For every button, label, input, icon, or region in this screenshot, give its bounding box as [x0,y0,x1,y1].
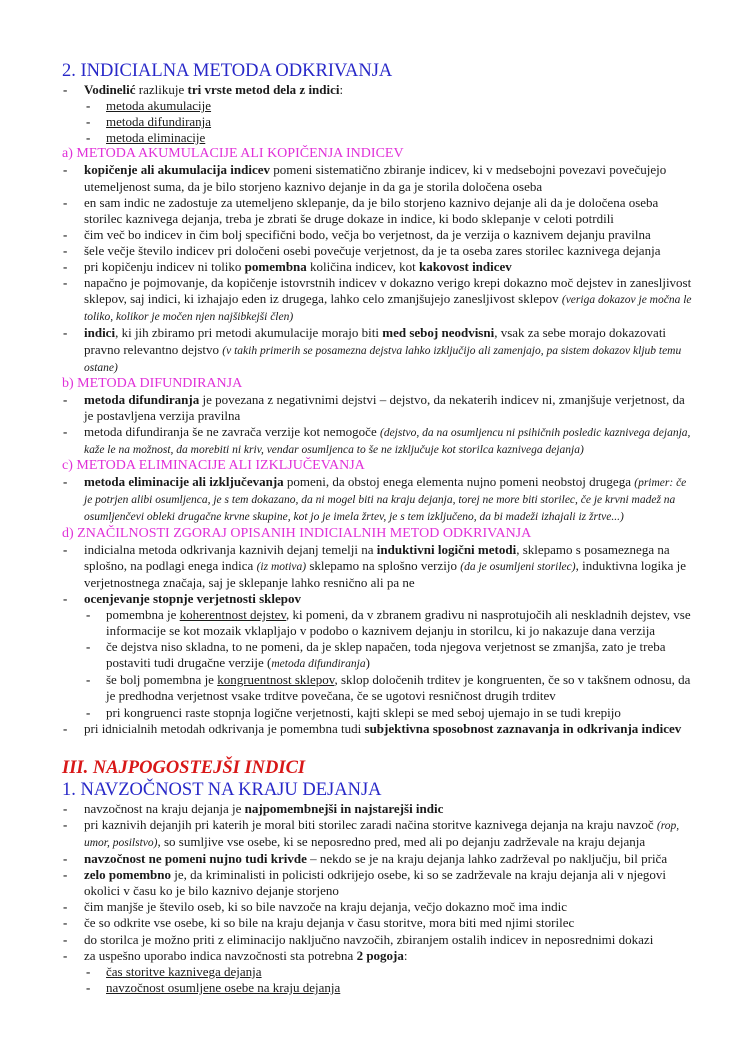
text: pri kongruenci raste stopnja logične verjetnosti, kajti sklepi se med seboj ujemajo in se tudi krepijo [106,704,621,720]
underlined-text: metoda difundiranja [106,114,212,130]
list-item [62,591,694,607]
text: pri kaznivih dejanjih pri katerih je moral biti storilec zaradi načina storitve kaznivega dejanja na kraju navzoč [84,816,657,832]
text: , sklop določenih trditev je kongruenten, če so v takšnem odnosu, da je predhodna verjetnost vsake trditve povečana, če se ugotovi resničnost drugih trditev [106,672,691,704]
italic-note: metoda difundiranja [271,658,366,671]
italic-note: (primer: če je potrjen alibi osumljenca, je s tem dokazano, da ni mogel biti na kraju dejanja, torej ne more biti storilec, če je krvni madež na osumljenčevi obleki drugačne krvne skupine, kot jo je imela žrtev, je s tem izključeno, da bi madeži izhajali iz žrtve...) [84,477,687,524]
bullet-dash: - [63,899,68,915]
text: šele večje število indicev pri določeni osebi povečuje verjetnost, da je ta oseba zares storilec kaznivega dejanja [84,242,661,258]
bullet-dash: - [63,275,68,291]
text: je povezana z negativnimi dejstvi – dejstvo, da nekaterih indicev ni, zmanjšuje verjetnost, da je postavljena verzija pravilna [84,391,685,423]
text: metoda difundiranja še ne zavrača verzije kot nemogoče [84,423,380,439]
bullet-dash: - [63,867,68,883]
sub-list-item [62,114,694,130]
text: če dejstva niso skladna, to ne pomeni, da je sklep napačen, toda njegova verjetnost se zmanjša, zato je treba postaviti tudi drugačne verzije ( [106,639,666,671]
bold-text: navzočnost ne pomeni nujno tudi krivde [84,851,307,867]
list-item [62,474,694,525]
text: : [403,947,408,963]
section-heading: 1. NAVZOČNOST NA KRAJU DEJANJA [62,779,382,800]
bullet-dash: - [63,474,68,490]
subsection-heading: a) METODA AKUMULACIJE ALI KOPIČENJA INDICEV [62,146,404,162]
italic-note: (da je osumljeni storilec) [460,560,576,573]
text: ) [365,655,370,671]
bullet-dash: - [63,851,68,867]
text: pri idnicialnih metodah odkrivanja je pomembna tudi [84,720,365,736]
text: , so sumljive vse osebe, ki se neposredno pred, med ali po dejanju zadrževale na kraju dejanja [157,833,646,849]
sub-list-item [62,130,694,146]
text: pomeni, da obstoj enega elementa nujno pomeni neobstoj drugega [283,474,635,490]
bold-text: najpomembnejši in najstarejši indic [244,800,444,816]
underlined-text: navzočnost osumljene osebe na kraju dejanja [106,979,341,995]
bullet-dash: - [63,800,68,816]
bullet-dash: - [86,979,91,995]
bullet-dash: - [86,114,91,130]
italic-note: (v takih primerih se posamezna dejstva lahko izključijo ali zamenjajo, pa sistem dokazov kljub temu ostane) [84,344,682,374]
bold-text: subjektivna sposobnost zaznavanja in odkrivanja indicev [364,720,682,736]
text: navzočnost na kraju dejanja je [84,800,245,816]
underlined-text: čas storitve kaznivega dejanja [106,963,262,979]
bullet-dash: - [86,963,91,979]
text: , induktivna logika je verjetnostnega značaja, saj je sklepanje lahko resnično ali pa ne [84,557,687,590]
text: , ki pomeni, da v zbranem gradivu ni nasprotujočih ali neskladnih dejstev, vse informacije se kot mozaik vklapljajo v podobo o kaznivem dejanju in storilcu, ki jo nakazuje dana verzija [106,607,691,639]
list-item [62,851,694,867]
text: do storilca je možno priti z eliminacijo naključno navzočih, zbiranjem ostalih indicev in neposrednimi dokazi [84,931,654,947]
list-item [62,948,694,964]
sub-list-item [62,639,694,672]
document-page [62,60,694,996]
bullet-dash: - [63,226,68,242]
bullet-dash: - [63,391,68,407]
bullet-dash: - [63,816,68,832]
bullet-dash: - [63,541,68,557]
underlined-text: koherentnost dejstev [179,607,287,622]
sub-list-item [62,705,694,721]
bold-text: tri vrste metod dela z indici [187,82,340,97]
bold-text: Vodinelić [84,82,136,97]
bullet-dash: - [63,259,68,275]
list-item [62,721,694,737]
text: čim več bo indicev in čim bolj specifični bodo, večja bo verjetnost, da je verzija o kaznivem dejanju pravilna [84,226,651,242]
bullet-dash: - [86,672,91,688]
text: indicialna metoda odkrivanja kaznivih dejanj temelji na [84,541,377,557]
bold-text: med seboj neodvisni [382,325,495,341]
text: , sklepamo s posameznega na splošno, na podlagi enega indica [84,541,670,573]
bullet-dash: - [63,162,68,178]
bullet-dash: - [86,98,91,114]
bullet-dash: - [86,704,91,720]
text: še bolj pomembna je [106,672,218,688]
text: pomembna je [106,607,180,622]
text: količina indicev, kot [306,259,419,275]
text: en sam indic ne zadostuje za utemeljeno sklepanje, da je bilo storjeno kaznivo dejanje ali da je določena oseba storilec kaznivega dejanja, treba je zbrati še druge dokaze in indice, ki bodo sklepanje v celoti potrdili [84,194,659,226]
list-item [62,899,694,915]
bold-text: metoda difundiranja [84,391,200,407]
list-item [62,915,694,931]
bullet-dash: - [86,607,91,622]
sub-list-item [62,98,694,114]
bold-text: ocenjevanje stopnje verjetnosti sklepov [84,590,301,606]
sub-list-item [62,964,694,980]
text: pomeni sistematično zbiranje indicev, ki v medsebojni povezavi povečujejo utemeljenost suma, da je bilo storjeno kaznivo dejanje in da ga je storila določena oseba [84,162,667,194]
bullet-dash: - [63,720,68,736]
bullet-dash: - [63,423,68,439]
italic-note: (rop, umor, posilstvo) [84,819,680,849]
list-item [62,867,694,899]
text: – nekdo se je na kraju dejanja lahko zadrževal po naključju, bil priča [306,851,668,867]
text: , vsak za sebe morajo dokazovati pravno relevantno dejstvo [84,325,667,357]
text: čim manjše je število oseb, ki so bile navzoče na kraju dejanja, večjo dokazno moč ima indic [84,899,568,915]
list-item [62,932,694,948]
underlined-text: kongruentnost sklepov [217,672,335,688]
bullet-dash: - [86,639,91,655]
bold-text: induktivni logični metodi [376,541,517,557]
bullet-dash: - [63,325,68,341]
bold-text: kakovost indicev [418,259,512,275]
bullet-dash: - [63,194,68,210]
list-item [62,392,694,424]
italic-note: (iz motiva) [256,560,307,573]
underlined-text: metoda eliminacije [106,130,206,146]
sub-list-item [62,980,694,996]
bullet-dash: - [63,947,68,963]
bullet-dash: - [63,590,68,606]
text: če so odkrite vse osebe, ki so bile na kraju dejanja v času storitve, mora biti med njimi storilec [84,915,575,931]
bullet-dash: - [63,931,68,947]
text: za uspešno uporabo indica navzočnosti sta potrebna [84,947,357,963]
bullet-dash: - [63,82,68,97]
list-item [62,195,694,227]
list-item [62,227,694,243]
chapter-heading: III. NAJPOGOSTEJŠI INDICI [62,757,306,778]
bold-text: kopičenje ali akumulacija indicev [84,162,270,178]
subsection-heading: b) METODA DIFUNDIRANJA [62,375,243,391]
section-heading: 2. INDICIALNA METODA ODKRIVANJA [62,61,393,81]
subsection-heading: c) METODA ELIMINACIJE ALI IZKLJUČEVANJA [62,458,365,474]
list-item [62,424,694,458]
list-item [62,817,694,851]
text: sklepamo na splošno verzijo [306,557,461,573]
bullet-dash: - [86,130,91,146]
text: : [339,82,344,97]
list-item [62,325,694,375]
italic-note: (veriga dokazov je močna le toliko, kolikor je močen njen najšibkejši člen) [84,294,692,324]
bold-text: zelo pomembno [84,867,172,883]
bold-text: 2 pogoja [356,947,404,963]
bold-text: metoda eliminacije ali izključevanja [84,474,284,490]
bold-text: pomembna [244,259,307,275]
list-item [62,243,694,259]
text: napačno je pojmovanje, da kopičenje istovrstnih indicev v dokazno verigo krepi dokazno moč dejstev in zanesljivost sklepov, saj indici, ki izhajajo eden iz drugega, lahko celo zmanjšujejo zanesljivost sklepov [84,275,692,307]
list-item [62,275,694,325]
text: je, da kriminalisti in policisti odkrijejo osebe, ki so se zadrževale na kraju dejanja ali v njegovi okolici v času ko je bilo kaznivo dejanje storjeno [84,867,666,899]
italic-note: (dejstvo, da na osumljencu ni psihičnih posledic kaznivega dejanja, kaže le na možnost, da morebiti ni kriv, vendar osumljenca to še ne izključuje kot storilca kaznivega dejanja) [84,426,691,457]
sub-list-item [62,607,694,639]
sub-list-item [62,672,694,704]
list-item [62,542,694,591]
list-item [62,801,694,817]
subsection-heading: d) ZNAČILNOSTI ZGORAJ OPISANIH INDICIALNIH METOD ODKRIVANJA [62,525,532,541]
list-item [62,259,694,275]
bullet-dash: - [63,915,68,931]
bold-text: indici [84,325,116,341]
bullet-dash: - [63,242,68,258]
list-item [62,82,694,98]
list-item [62,162,694,194]
text: , ki jih zbiramo pri metodi akumulacije morajo biti [115,325,383,341]
underlined-text: metoda akumulacije [106,98,212,114]
text: razlikuje [135,82,188,97]
text: pri kopičenju indicev ni toliko [84,259,245,275]
